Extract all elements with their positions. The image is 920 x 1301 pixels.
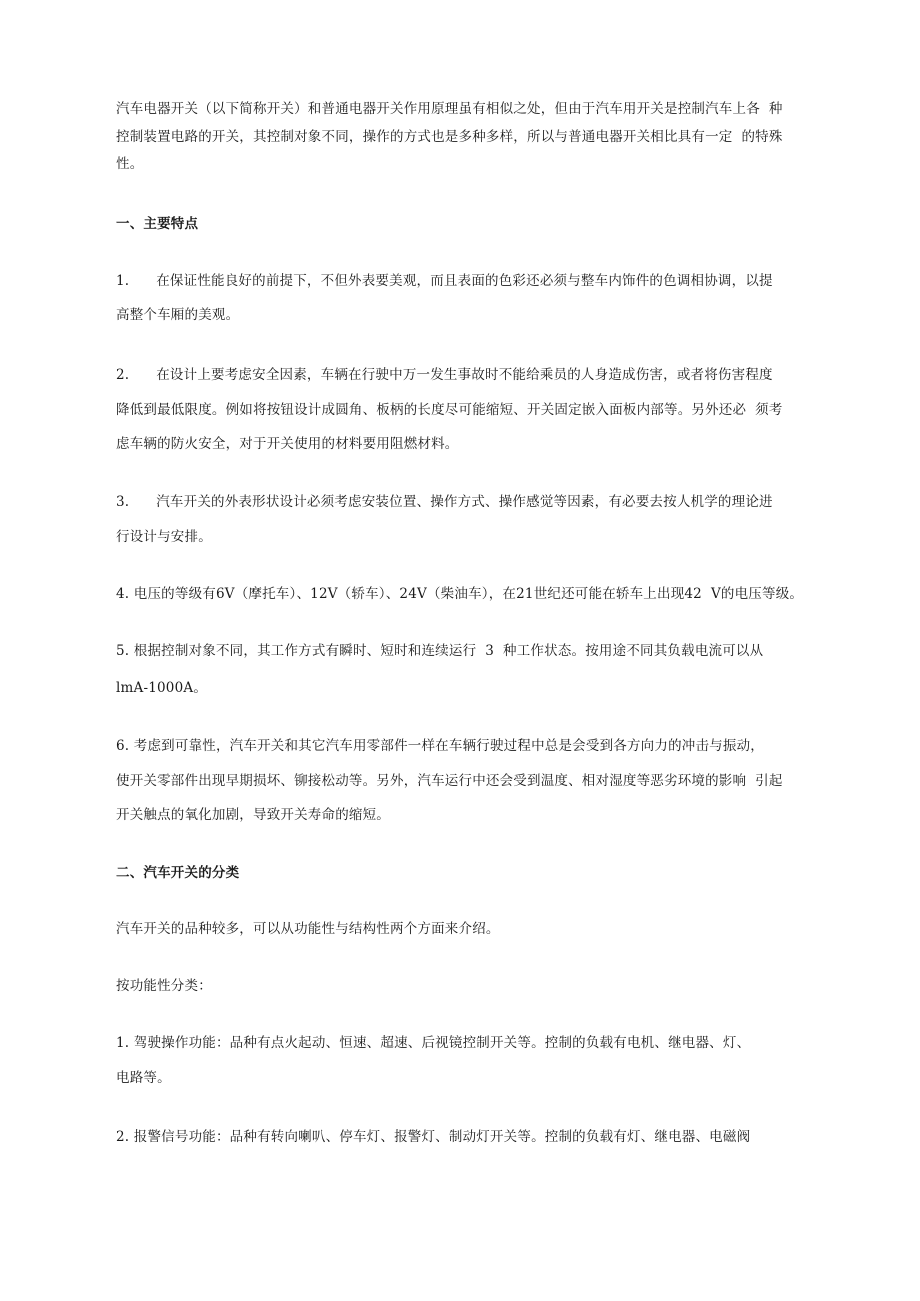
item-2-line-3: 虑车辆的防火安全，对于开关使用的材料要用阻燃材料。 [116, 436, 459, 452]
item-5-line-1: 5. 根据控制对象不同，其工作方式有瞬时、短时和连续运行 3 种工作状态。按用途不同其负载电流可以从 [116, 643, 764, 659]
item-2-line-2: 降低到最低限度。例如将按钮设计成圆角、板柄的长度尽可能缩短、开关固定嵌入面板内部等。另外还必 须考 [116, 402, 783, 418]
item-1-line-2: 高整个车厢的美观。 [116, 307, 240, 323]
section-1-heading: 一、主要特点 [116, 216, 199, 232]
item-2-line-1: 2. 在设计上要考虑安全因素，车辆在行驶中万一发生事故时不能给乘员的人身造成伤害，或者将伤害程度 [116, 367, 773, 383]
section-2-intro: 汽车开关的品种较多，可以从功能性与结构性两个方面来介绍。 [116, 921, 500, 937]
item-1-line-1: 1. 在保证性能良好的前提下，不但外表要美观，而且表面的色彩还必须与整车内饰件的色调相协调，以提 [116, 273, 773, 289]
section-2-subheading: 按功能性分类： [116, 978, 212, 994]
item-6-line-2: 使开关零部件出现早期损坏、铆接松动等。另外，汽车运行中还会受到温度、相对湿度等恶劣环境的影响 引起 [116, 773, 783, 789]
section-2-heading: 二、汽车开关的分类 [116, 865, 240, 881]
class-item-1-line-2: 电路等。 [116, 1070, 171, 1086]
intro-line-1: 汽车电器开关（以下简称开关）和普通电器开关作用原理虽有相似之处，但由于汽车用开关是控制汽车上各 种 [116, 101, 783, 117]
item-6-line-3: 开关触点的氧化加剧，导致开关寿命的缩短。 [116, 807, 390, 823]
class-item-2-line-1: 2. 报警信号功能：品种有转向喇叭、停车灯、报警灯、制动灯开关等。控制的负载有灯、继电器、电磁阀 [116, 1129, 751, 1145]
item-5-line-2: lmA-1000A。 [116, 680, 208, 696]
item-3-line-1: 3. 汽车开关的外表形状设计必须考虑安装位置、操作方式、操作感觉等因素，有必要去按人机学的理论进 [116, 494, 773, 510]
item-4-line-1: 4. 电压的等级有6V（摩托车）、12V（轿车）、24V（柴油车），在21世纪还可能在轿车上出现42 V的电压等级。 [116, 586, 804, 602]
intro-line-3: 性。 [116, 156, 144, 172]
item-3-line-2: 行设计与安排。 [116, 529, 212, 545]
intro-line-2: 控制装置电路的开关，其控制对象不同，操作的方式也是多种多样，所以与普通电器开关相比具有一定 的特殊 [116, 129, 783, 145]
item-6-line-1: 6. 考虑到可靠性，汽车开关和其它汽车用零部件一样在车辆行驶过程中总是会受到各方向力的冲击与振动， [116, 738, 764, 754]
class-item-1-line-1: 1. 驾驶操作功能：品种有点火起动、恒速、超速、后视镜控制开关等。控制的负载有电机、继电器、灯、 [116, 1035, 751, 1051]
